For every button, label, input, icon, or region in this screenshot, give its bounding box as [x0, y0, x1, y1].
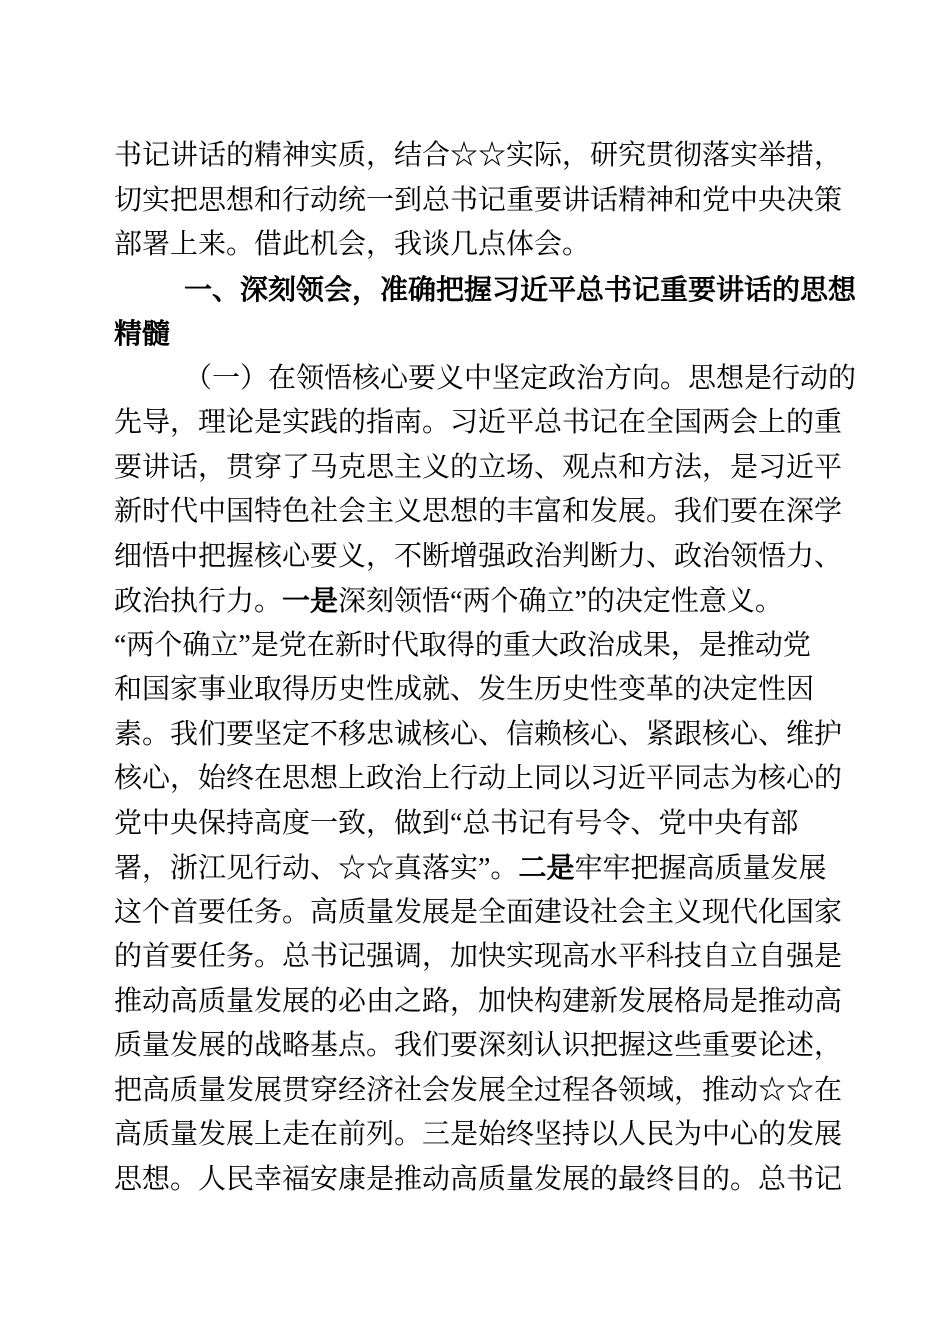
- line-text: 思想。人民幸福安康是推动高质量发展的最终目的。总书记: [114, 1163, 843, 1195]
- line-text: 把高质量发展贯穿经济社会发展全过程各领域，推动☆☆在: [114, 1074, 843, 1106]
- text-line-14: [114, 713, 854, 758]
- text-line-24: [114, 1158, 854, 1203]
- text-line-10: [114, 535, 854, 580]
- text-block: [114, 134, 857, 1202]
- heading-text: 一、深刻领会，准确把握习近平总书记重要讲话的思想: [184, 273, 857, 305]
- paragraph-intro: [114, 134, 854, 268]
- paragraph-section-1-body: [114, 357, 857, 1203]
- line-text: 牢牢把握高质量发展: [574, 853, 827, 884]
- heading-line-2: [114, 312, 854, 357]
- emphasis-marker-second: 二是: [518, 852, 575, 883]
- line-text: 要讲话，贯穿了马克思主义的立场、观点和方法，是习近平: [114, 451, 843, 483]
- heading-line-1: [114, 268, 857, 313]
- text-line-6: [114, 357, 857, 402]
- line-text: 署，浙江见行动、☆☆真落实”。: [114, 853, 519, 884]
- line-text: 核心，始终在思想上政治上行动上同以习近平同志为核心的: [114, 763, 843, 794]
- text-line-18: [114, 891, 854, 936]
- text-line-11: [114, 579, 854, 624]
- text-line-9: [114, 490, 854, 535]
- text-line-12: [114, 624, 854, 669]
- section-heading-1: [114, 268, 857, 357]
- line-text: 党中央保持高度一致，做到“总书记有号令、党中央有部: [114, 807, 799, 839]
- line-text: 深刻领悟“两个确立”的决定性意义。: [338, 586, 783, 617]
- text-line-1: [114, 134, 854, 179]
- text-line-13: [114, 668, 854, 713]
- line-text: 政治执行力。: [114, 586, 283, 617]
- line-text: 先导，理论是实践的指南。习近平总书记在全国两会上的重: [114, 407, 843, 438]
- line-text: 质量发展的战略基点。我们要深刻认识把握这些重要论述，: [114, 1030, 843, 1061]
- text-line-15: [114, 757, 854, 802]
- line-text: 高质量发展上走在前列。三是始终坚持以人民为中心的发展: [114, 1119, 843, 1150]
- text-line-22: [114, 1069, 854, 1114]
- line-text: 新时代中国特色社会主义思想的丰富和发展。我们要在深学: [114, 496, 843, 527]
- text-line-8: [114, 446, 854, 491]
- line-text: 的首要任务。总书记强调，加快实现高水平科技自立自强是: [114, 941, 843, 972]
- line-text: 书记讲话的精神实质，结合☆☆实际，研究贯彻落实举措，: [114, 140, 843, 171]
- line-text: 细悟中把握核心要义，不断增强政治判断力、政治领悟力、: [114, 540, 843, 572]
- text-line-20: [114, 980, 854, 1025]
- text-line-19: [114, 935, 854, 980]
- emphasis-marker-first: 一是: [282, 585, 339, 616]
- text-line-17: [114, 846, 854, 891]
- line-text: 这个首要任务。高质量发展是全面建设社会主义现代化国家: [114, 896, 843, 928]
- text-line-3: [114, 223, 854, 268]
- line-text: “两个确立”是党在新时代取得的重大政治成果，是推动党: [114, 629, 811, 661]
- text-line-7: [114, 401, 854, 446]
- text-line-16: [114, 802, 854, 847]
- line-text: 和国家事业取得历史性成就、发生历史性变革的决定性因: [114, 674, 815, 705]
- text-line-2: [114, 179, 854, 224]
- text-line-21: [114, 1024, 854, 1069]
- line-text: 切实把思想和行动统一到总书记重要讲话精神和党中央决策: [114, 184, 843, 216]
- line-text: （一）在领悟核心要义中坚定政治方向。思想是行动的: [184, 362, 857, 394]
- text-line-23: [114, 1113, 854, 1158]
- heading-text: 精髓: [114, 318, 171, 349]
- line-text: 部署上来。借此机会，我谈几点体会。: [114, 229, 591, 260]
- line-text: 素。我们要坚定不移忠诚核心、信赖核心、紧跟核心、维护: [114, 718, 843, 750]
- line-text: 推动高质量发展的必由之路，加快构建新发展格局是推动高: [114, 985, 843, 1017]
